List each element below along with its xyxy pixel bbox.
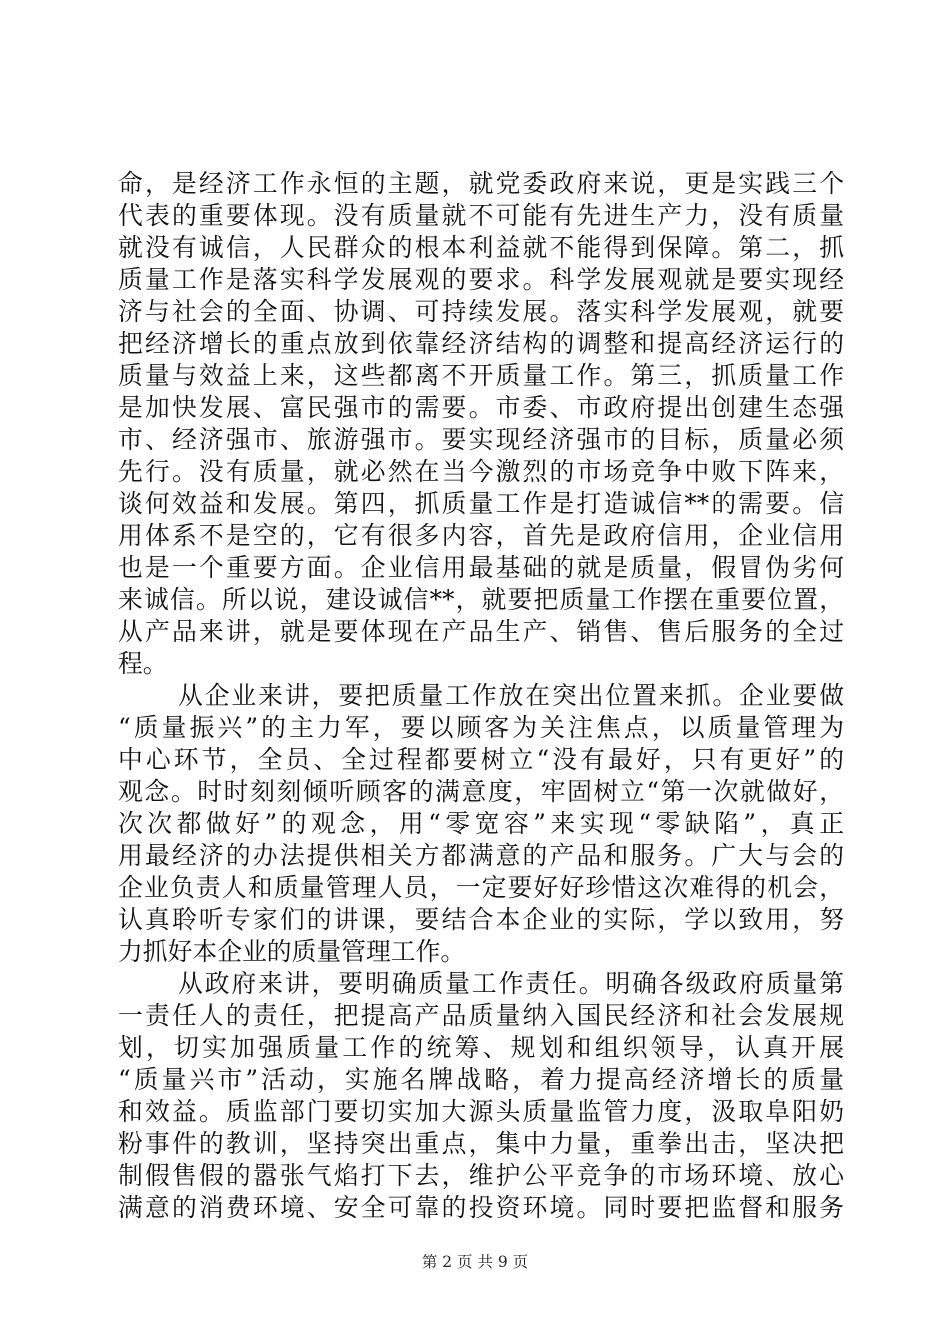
text-line: 济与社会的全面、协调、可持续发展。落实科学发展观，就要	[118, 297, 844, 326]
text-line: 认真聆听专家们的讲课，要结合本企业的实际，学以致用，努	[118, 905, 844, 934]
text-line: 制假售假的嚣张气焰打下去，维护公平竞争的市场环境、放心	[118, 1161, 844, 1190]
text-line: 市、经济强市、旅游强市。要实现经济强市的目标，质量必须	[118, 425, 844, 454]
text-line: 和效益。质监部门要切实加大源头质量监管力度，汲取阜阳奶	[118, 1097, 844, 1126]
text-line: 一责任人的责任，把提高产品质量纳入国民经济和社会发展规	[118, 1001, 844, 1030]
text-line: 划，切实加强质量工作的统筹、规划和组织领导，认真开展	[118, 1033, 844, 1062]
page-number-footer: 第 2 页 共 9 页	[421, 1253, 529, 1271]
text-line: 是加快发展、富民强市的需要。市委、市政府提出创建生态强	[118, 393, 844, 422]
text-line: 质量与效益上来，这些都离不开质量工作。第三，抓质量工作	[118, 361, 844, 390]
text-line: 程。	[118, 649, 168, 678]
text-line: 来诚信。所以说，建设诚信**，就要把质量工作摆在重要位置，	[118, 585, 844, 614]
text-line: 用体系不是空的，它有很多内容，首先是政府信用，企业信用	[118, 521, 844, 550]
paragraph	[118, 680, 844, 968]
text-line: 中心环节，全员、全过程都要树立“没有最好，只有更好”的	[118, 745, 844, 774]
text-line: 就没有诚信，人民群众的根本利益就不能得到保障。第二，抓	[118, 233, 844, 262]
text-line: 从企业来讲，要把质量工作放在突出位置来抓。企业要做	[178, 681, 844, 710]
text-line: 代表的重要体现。没有质量就不可能有先进生产力，没有质量	[118, 201, 844, 230]
text-line: 也是一个重要方面。企业信用最基础的就是质量，假冒伪劣何	[118, 553, 844, 582]
text-line: 质量工作是落实科学发展观的要求。科学发展观就是要实现经	[118, 265, 844, 294]
text-line: 企业负责人和质量管理人员，一定要好好珍惜这次难得的机会，	[118, 873, 844, 902]
text-line: 先行。没有质量，就必然在当今激烈的市场竞争中败下阵来，	[118, 457, 844, 486]
text-line: 从产品来讲，就是要体现在产品生产、销售、售后服务的全过	[118, 617, 844, 646]
paragraph	[118, 968, 844, 1224]
text-line: 观念。时时刻刻倾听顾客的满意度，牢固树立“第一次就做好，	[118, 777, 844, 806]
text-line: “质量兴市”活动，实施名牌战略，着力提高经济增长的质量	[118, 1065, 844, 1094]
paragraph	[118, 168, 844, 680]
text-line: 满意的消费环境、安全可靠的投资环境。同时要把监督和服务	[118, 1193, 844, 1222]
text-line: 粉事件的教训，坚持突出重点，集中力量，重拳出击，坚决把	[118, 1129, 844, 1158]
text-line: 从政府来讲，要明确质量工作责任。明确各级政府质量第	[178, 969, 844, 998]
text-line: 次次都做好”的观念，用“零宽容”来实现“零缺陷”，真正	[118, 809, 844, 838]
text-line: 用最经济的办法提供相关方都满意的产品和服务。广大与会的	[118, 841, 844, 870]
document-body	[118, 168, 844, 1224]
text-line: 力抓好本企业的质量管理工作。	[118, 937, 466, 966]
text-line: 谈何效益和发展。第四，抓质量工作是打造诚信**的需要。信	[118, 489, 844, 518]
text-line: 把经济增长的重点放到依靠经济结构的调整和提高经济运行的	[118, 329, 844, 358]
text-line: “质量振兴”的主力军，要以顾客为关注焦点，以质量管理为	[118, 713, 844, 742]
text-line: 命，是经济工作永恒的主题，就党委政府来说，更是实践三个	[118, 169, 844, 198]
